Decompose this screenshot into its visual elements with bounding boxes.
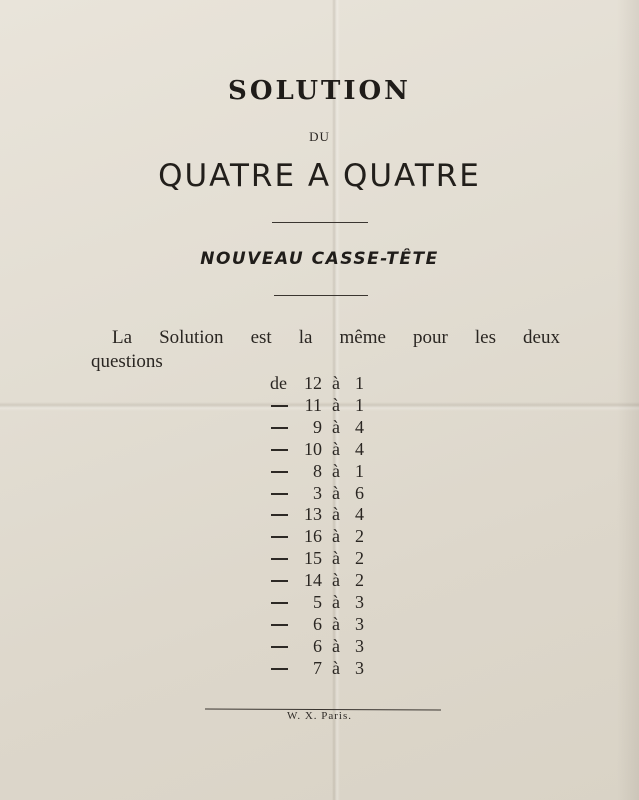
move-separator: à (332, 438, 340, 459)
move-row (262, 417, 382, 439)
move-to: 2 (355, 526, 364, 547)
title-connector: DU (309, 129, 330, 144)
move-from: 5 (313, 592, 322, 612)
move-separator: à (332, 460, 340, 481)
move-row (262, 395, 382, 417)
move-row (262, 570, 382, 592)
move-separator: à (332, 548, 340, 569)
move-from: 11 (304, 394, 322, 415)
move-lead-dash (271, 624, 288, 626)
move-to: 2 (355, 548, 364, 569)
move-to: 4 (355, 416, 364, 437)
move-to: 3 (355, 657, 364, 678)
move-from: 10 (304, 438, 322, 459)
move-to: 3 (355, 635, 364, 656)
move-separator: à (332, 504, 340, 525)
move-lead-dash (271, 646, 288, 648)
move-from: 9 (313, 416, 322, 437)
intro-line-2: questions (91, 351, 163, 372)
move-from: 7 (313, 657, 322, 678)
move-from: 13 (304, 504, 322, 525)
move-to: 3 (355, 613, 364, 634)
move-lead-dash (271, 427, 288, 429)
move-row (262, 483, 382, 505)
printer-mark: W. X. Paris. (286, 710, 353, 722)
move-separator: à (332, 592, 340, 612)
move-lead-dash (271, 536, 288, 538)
move-separator: à (332, 635, 340, 656)
move-lead-dash (271, 514, 288, 516)
move-from: 6 (313, 613, 322, 634)
move-separator: à (332, 416, 340, 437)
move-from: 6 (313, 635, 322, 656)
move-separator: à (332, 613, 340, 634)
move-row (262, 658, 382, 680)
move-separator: à (332, 657, 340, 678)
move-separator: à (332, 373, 340, 393)
move-separator: à (332, 526, 340, 547)
move-lead-dash (271, 405, 288, 407)
move-to: 1 (355, 460, 364, 481)
move-lead-dash (271, 471, 288, 473)
divider-bottom (274, 295, 368, 296)
move-separator: à (332, 570, 340, 591)
move-row (262, 548, 382, 570)
move-from: 3 (313, 482, 322, 503)
move-lead-dash (271, 668, 288, 670)
move-to: 1 (355, 373, 364, 393)
move-separator: à (332, 482, 340, 503)
intro-line-1: La Solution est la même pour les deux (112, 327, 560, 348)
move-row (262, 373, 382, 395)
move-lead-de: de (270, 373, 287, 393)
move-row (262, 461, 382, 483)
move-from: 14 (304, 570, 322, 591)
move-to: 6 (355, 482, 364, 503)
move-row (262, 526, 382, 548)
move-from: 16 (304, 526, 322, 547)
move-to: 2 (355, 570, 364, 591)
move-separator: à (332, 394, 340, 415)
move-to: 1 (355, 394, 364, 415)
move-row (262, 504, 382, 526)
document-title: SOLUTION (228, 76, 411, 106)
move-from: 8 (313, 460, 322, 481)
move-lead-dash (271, 449, 288, 451)
move-row (262, 614, 382, 636)
document-tagline: NOUVEAU CASSE-TÊTE (200, 249, 439, 269)
move-lead-dash (271, 558, 288, 560)
move-lead-dash (271, 602, 288, 604)
move-row (262, 636, 382, 658)
paper-edge-shadow (617, 0, 639, 800)
move-to: 4 (355, 438, 364, 459)
move-to: 4 (355, 504, 364, 525)
move-row (262, 592, 382, 614)
move-from: 15 (304, 548, 322, 569)
move-row (262, 439, 382, 461)
document-subtitle: QUATRE A QUATRE (158, 158, 481, 194)
move-lead-dash (271, 493, 288, 495)
move-lead-dash (271, 580, 288, 582)
divider-top (272, 222, 368, 223)
move-from: 12 (304, 373, 322, 393)
move-to: 3 (355, 592, 364, 612)
